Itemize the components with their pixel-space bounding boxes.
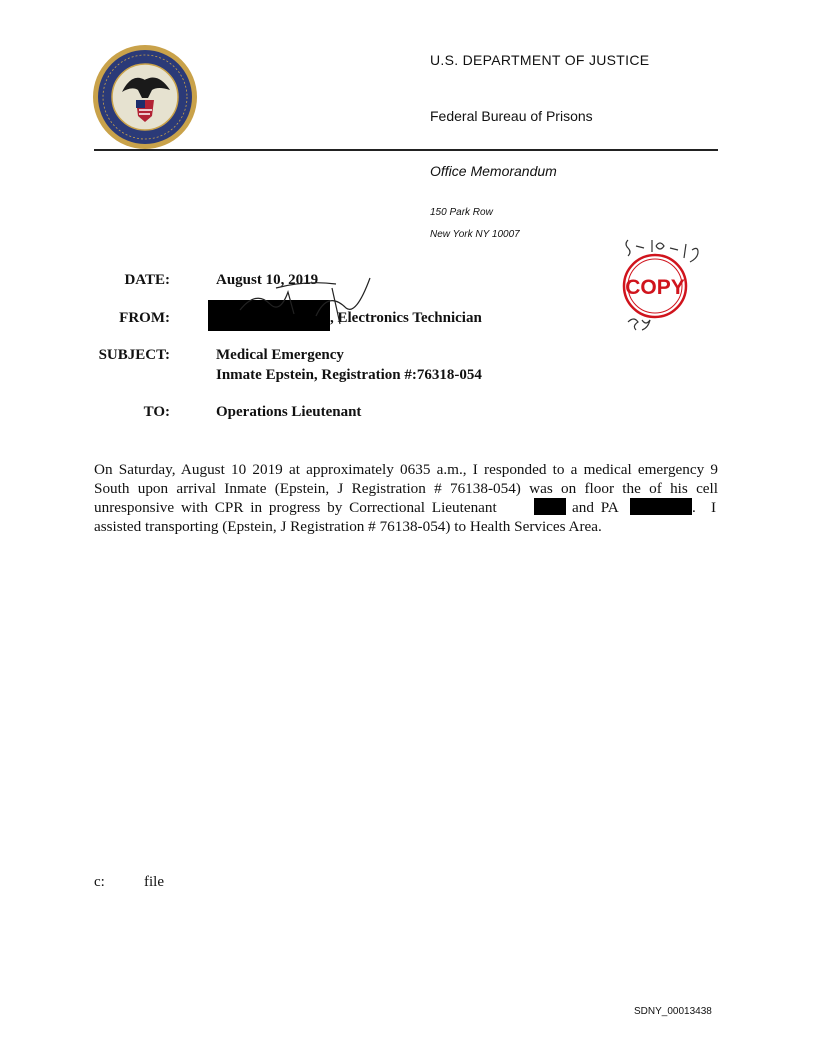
address-line-2: New York NY 10007	[430, 229, 520, 240]
to-value: Operations Lieutenant	[216, 404, 362, 420]
body-line-1: On Saturday, August 10 2019 at approximately 0635 a.m., I responded to a medical emergency 9	[94, 461, 718, 478]
pa-name-redaction	[630, 498, 692, 515]
cc-value: file	[144, 874, 164, 890]
memo-type: Office Memorandum	[430, 163, 557, 179]
body-line-3	[94, 498, 718, 517]
date-value: August 10, 2019	[216, 272, 319, 288]
handwritten-signature	[236, 270, 376, 330]
from-label: FROM:	[119, 310, 170, 326]
body-line-4: assisted transporting (Epstein, J Registration # 76138-054) to Health Services Area.	[94, 518, 602, 535]
body-line-3-part-c: .	[692, 499, 696, 516]
from-value: , Electronics Technician	[330, 310, 482, 326]
body-line-3-part-d: I	[711, 499, 717, 516]
copy-stamp-icon	[606, 228, 716, 338]
cc-label: c:	[94, 874, 105, 890]
body-line-3-part-a: unresponsive with CPR in progress by Correctional Lieutenant	[94, 499, 497, 516]
subject-line-1: Medical Emergency	[216, 347, 344, 363]
subject-line-2: Inmate Epstein, Registration #:76318-054	[216, 367, 482, 383]
lieutenant-name-redaction	[534, 498, 566, 515]
address-line-1: 150 Park Row	[430, 207, 493, 218]
to-label: TO:	[143, 404, 170, 420]
svg-text:COPY: COPY	[625, 276, 685, 299]
body-line-3-part-b: and PA	[572, 499, 619, 516]
bureau-name: Federal Bureau of Prisons	[430, 108, 593, 124]
doj-seal-icon	[92, 44, 198, 150]
subject-label: SUBJECT:	[98, 347, 170, 363]
memo-body	[94, 460, 718, 536]
header-divider	[94, 149, 718, 151]
bates-number: SDNY_00013438	[634, 1006, 712, 1017]
body-line-2: South upon arrival Inmate (Epstein, J Registration # 76138-054) was on floor the of his cell	[94, 480, 718, 497]
agency-name: U.S. DEPARTMENT OF JUSTICE	[430, 52, 650, 68]
date-label: DATE:	[124, 272, 170, 288]
